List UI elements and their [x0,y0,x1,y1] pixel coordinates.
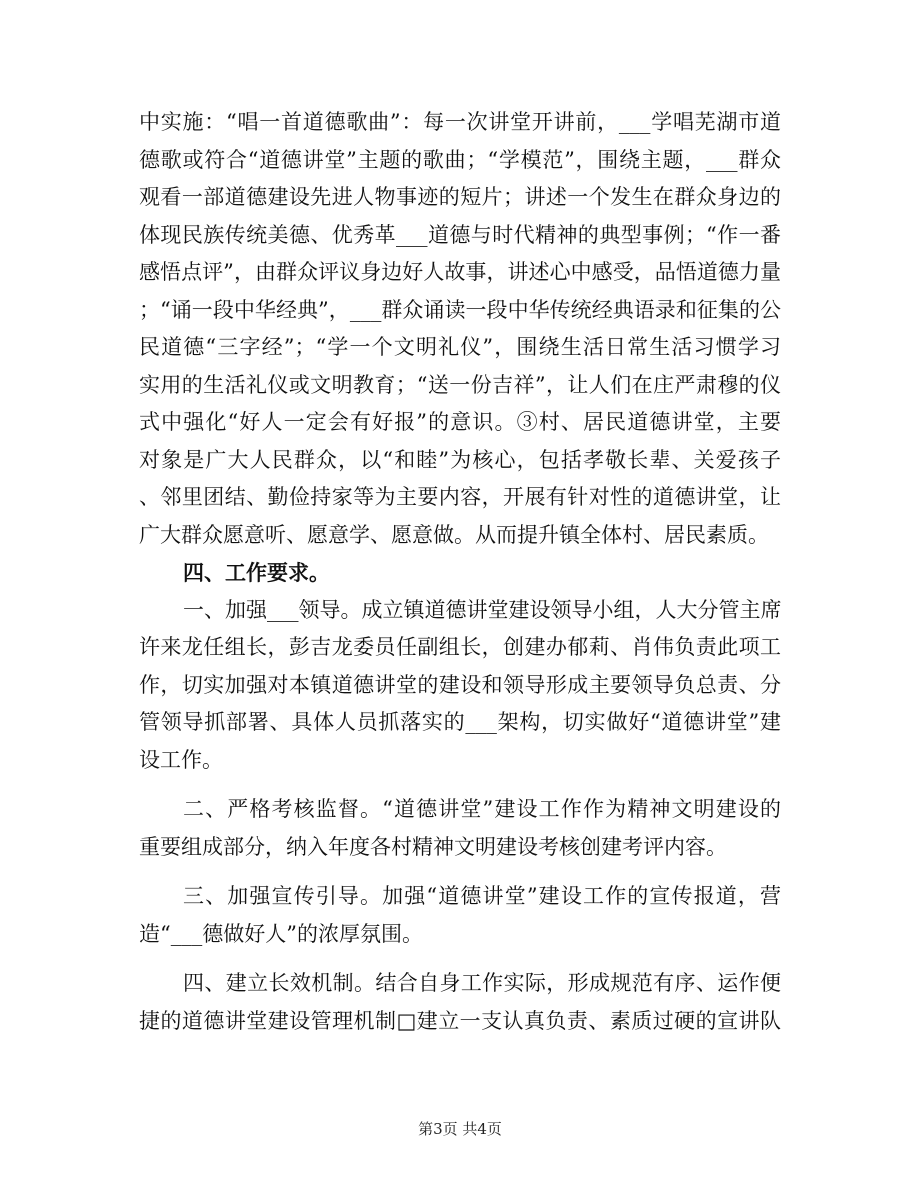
text-line: 四、建立长效机制。结合自身工作实际，形成规范有序、运作便 [183,971,781,995]
text-line: 三、加强宣传引导。加强“道德讲堂”建设工作的宣传报道，营 [183,884,781,908]
text-line: 许来龙任组长，彭吉龙委员任副组长，创建办郁莉、肖伟负责此项工 [139,635,781,659]
text-line: 对象是广大人民群众，以“和睦”为核心，包括孝敬长辈、关爱孩子 [139,447,781,472]
text-line: 观看一部道德建设先进人物事迹的短片；讲述一个发生在群众身边的 [139,185,781,209]
text-line: 民道德“三字经”；“学一个文明礼仪”，围绕生活日常生活习惯学习 [139,335,781,359]
text-line: 设工作。 [139,747,223,772]
paragraph-implementation [139,104,781,554]
text-line: 一、加强___领导。成立镇道德讲堂建设领导小组，人大分管主席 [183,597,782,622]
text-line: 体现民族传统美德、优秀革___道德与时代精神的典型事例；“作一番 [139,222,781,247]
text-line: 感悟点评”，由群众评议身边好人故事，讲述心中感受，品悟道德力量 [139,260,781,284]
text-line: 捷的道德讲堂建设管理机制□建立一支认真负责、素质过硬的宣讲队 [139,1008,781,1033]
paragraph-item-3 [139,878,781,953]
text-line: 重要组成部分，纳入年度各村精神文明建设考核创建考评内容。 [139,834,727,859]
document-body [139,104,781,1040]
text-line: 式中强化“好人一定会有好报”的意识。③村、居民道德讲堂，主要 [139,410,781,434]
text-line: 德歌或符合“道德讲堂”主题的歌曲；“学模范”，围绕主题，___群众 [139,147,781,172]
section-heading: 四、工作要求。 [183,560,330,585]
paragraph-item-2 [139,791,781,866]
text-line: 管领导抓部署、具体人员抓落实的___架构，切实做好“道德讲堂”建 [139,710,781,734]
page-number: 第3页 共4页 [418,1120,502,1138]
paragraph-item-4 [139,965,781,1040]
text-line: 广大群众愿意听、愿意学、愿意做。从而提升镇全体村、居民素质。 [139,522,769,547]
text-line: ；“诵一段中华经典”，___群众诵读一段中华传统经典语录和征集的公 [139,297,781,322]
text-line: 二、严格考核监督。“道德讲堂”建设工作作为精神文明建设的 [183,797,781,821]
paragraph-item-1 [139,592,781,780]
text-line: 作，切实加强对本镇道德讲堂的建设和领导形成主要领导负总责、分 [139,672,781,697]
text-line: 实用的生活礼仪或文明教育；“送一份吉祥”，让人们在庄严肃穆的仪 [139,372,781,397]
text-line: 造“___德做好人”的浓厚氛围。 [139,921,423,946]
text-line: 中实施：“唱一首道德歌曲”：每一次讲堂开讲前，___学唱芜湖市道 [139,110,781,134]
text-line: 、邻里团结、勤俭持家等为主要内容，开展有针对性的道德讲堂，让 [139,485,781,509]
